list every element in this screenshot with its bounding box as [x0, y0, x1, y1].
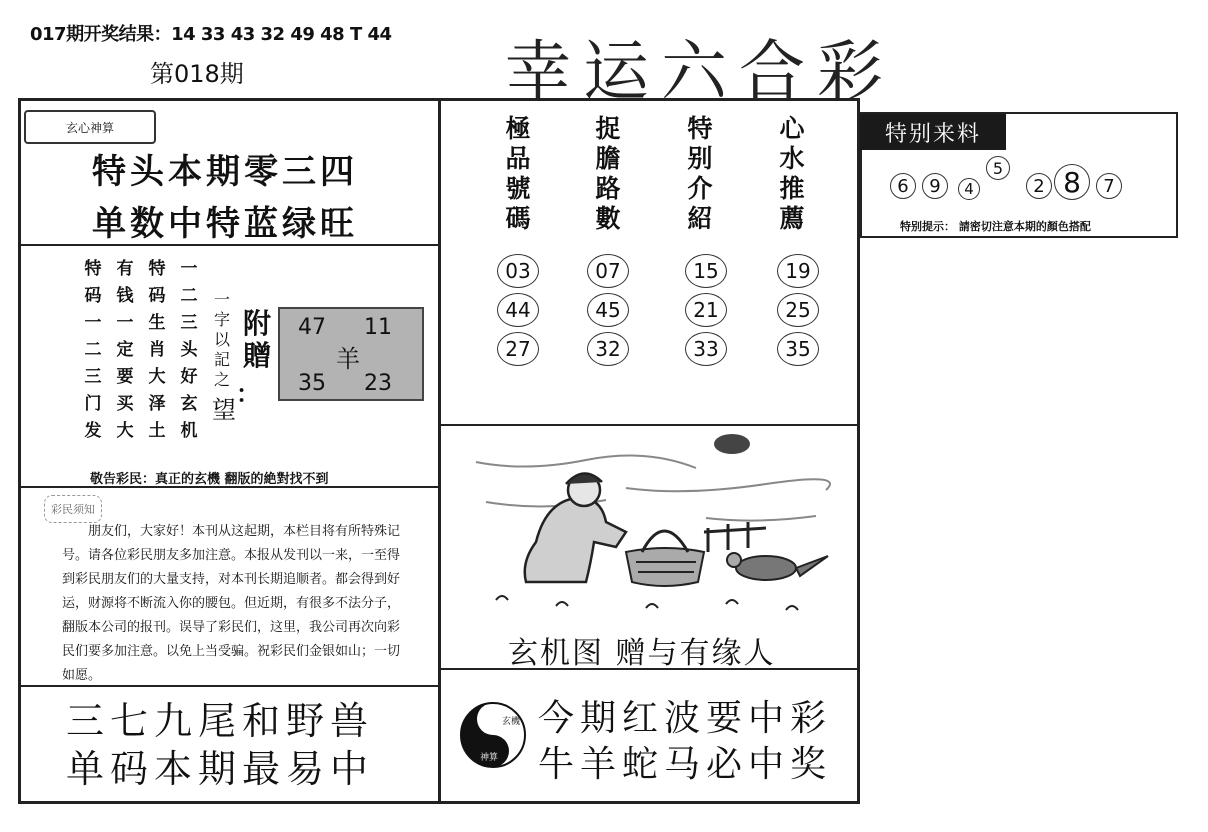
gift-animal: 羊 [336, 345, 360, 373]
number-ball: 32 [587, 332, 629, 366]
number-ball: 25 [777, 293, 819, 327]
number-ball: 33 [685, 332, 727, 366]
poem-column-4: 一二三头好玄机 [180, 259, 198, 441]
number-ball: 44 [497, 293, 539, 327]
moon-icon [714, 434, 750, 454]
previous-result: 017期开奖结果：14 33 43 32 49 48 T 44 [30, 24, 392, 45]
number-ball: 35 [777, 332, 819, 366]
gift-number-1: 47 [298, 315, 326, 340]
xuanji-illustration [466, 432, 836, 624]
gift-number-4: 23 [364, 371, 392, 396]
number-ball: 21 [685, 293, 727, 327]
special-ball: 2 [1026, 173, 1052, 199]
column-header-1: 極品號碼 [505, 114, 531, 233]
yin-yang-icon [458, 700, 528, 770]
special-ball: 8 [1054, 164, 1090, 200]
column-header-2: 捉膽路數 [595, 114, 621, 233]
special-ball: 7 [1096, 173, 1122, 199]
number-ball: 15 [685, 254, 727, 288]
number-ball: 19 [777, 254, 819, 288]
poem-column-1: 特码一二三门发 [84, 259, 102, 441]
special-ball: 4 [958, 178, 980, 200]
bottom-right-line-1: 今期红波要中彩 [538, 698, 833, 739]
bottom-right-line-2: 牛羊蛇马必中奖 [538, 744, 833, 785]
bottom-left-line-1: 三七九尾和野兽 [66, 699, 375, 743]
notice-paragraph: 朋友们，大家好！本刊从这起期，本栏目将有所特殊记号。请各位彩民朋友多加注意。本报从发刊以一来，一至得到彩民朋友们的大量支持，对本刊长期追顺者。都会得到好运，财源将不断流入你的腰包。但近期，有很多不法分子，翻版本公司的报刊。误导了彩民们，这里，我公司再次向彩民们要多加注意。以免上当受骗。祝彩民们金银如山；一切如愿。 [62, 524, 401, 683]
bottom-left-line-2: 单码本期最易中 [66, 747, 375, 791]
divider-right-1 [440, 424, 858, 426]
gift-label: 附贈 [242, 307, 271, 372]
main-title: 幸运六合彩 [505, 33, 895, 110]
colon-mark: ： [236, 380, 260, 408]
hint-line-2: 单数中特蓝绿旺 [92, 204, 358, 244]
special-ball: 5 [986, 156, 1010, 180]
notice-tag: 彩民须知 [44, 495, 102, 523]
column-header-3: 特别介紹 [687, 114, 713, 233]
gift-box [278, 307, 424, 401]
poem-column-3: 特码生肖大泽土 [148, 259, 166, 441]
number-ball: 03 [497, 254, 539, 288]
wang-char: 望 [212, 396, 236, 424]
number-ball: 27 [497, 332, 539, 366]
column-header-4: 心水推薦 [779, 114, 805, 233]
special-ball: 6 [890, 173, 916, 199]
poem-column-2: 有钱一定要买大 [116, 259, 134, 441]
number-ball: 07 [587, 254, 629, 288]
special-title: 特别来料 [860, 114, 1006, 150]
issue-number: 第018期 [150, 60, 244, 88]
special-hint: 特别提示： 請密切注意本期的顏色搭配 [900, 220, 1091, 233]
warning-text: 敬告彩民：真正的玄機 翻版的絶對找不到 [90, 472, 329, 487]
gift-number-2: 11 [364, 315, 392, 340]
number-ball: 45 [587, 293, 629, 327]
illustration-caption: 玄机图 赠与有缘人 [508, 636, 776, 671]
hint-line-1: 特头本期零三四 [92, 152, 358, 192]
vertical-divider [438, 100, 441, 802]
section-tag: 玄心神算 [24, 110, 156, 144]
yin-yang-label-1: 玄機 [502, 717, 521, 727]
yin-yang-label-2: 神算 [480, 753, 499, 763]
poem-side-text: 一字以記之 [213, 290, 230, 389]
special-ball: 9 [922, 173, 948, 199]
gift-number-3: 35 [298, 371, 326, 396]
